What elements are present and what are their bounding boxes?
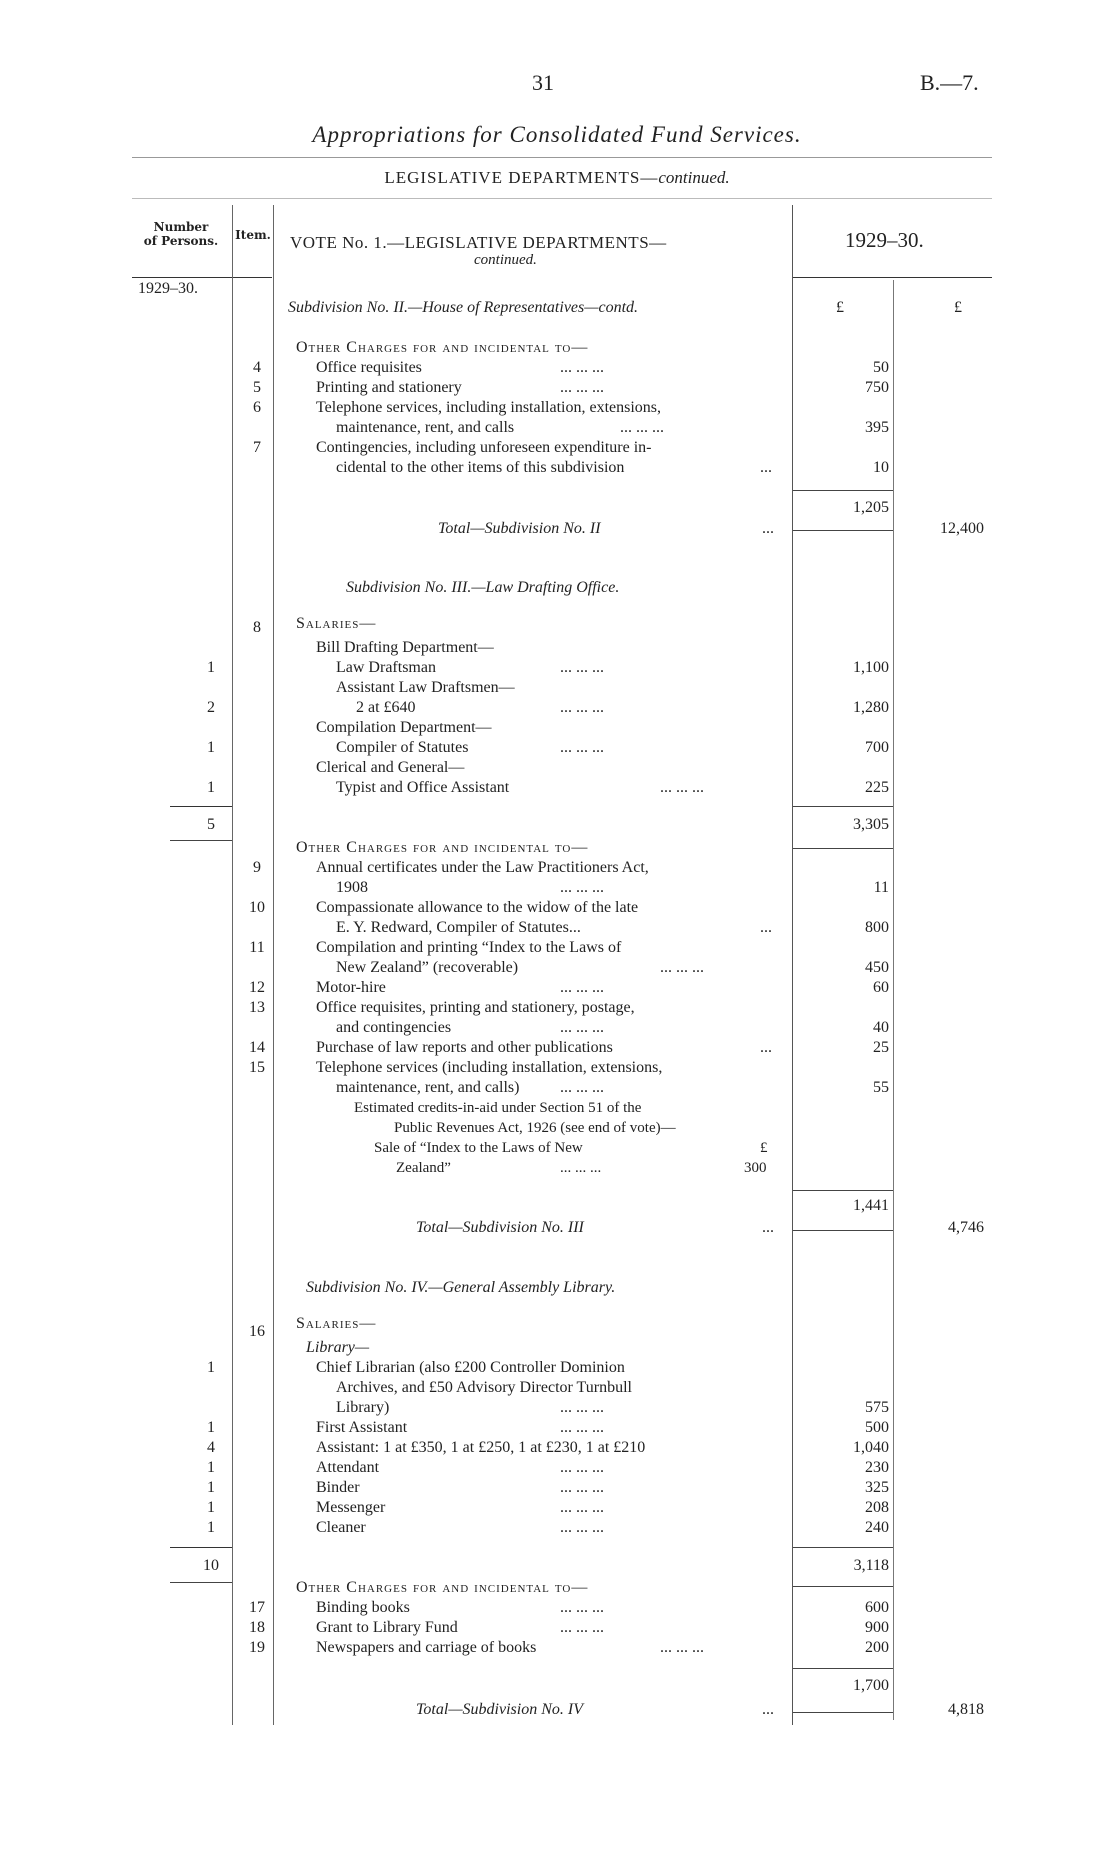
sub2-heading: Subdivision No. II.—House of Representatives—contd. [288, 299, 639, 316]
amount: 60 [873, 979, 889, 996]
line-text: Law Draftsman [336, 659, 436, 676]
sub3-total: 4,746 [948, 1219, 984, 1236]
line-text: Compilation Department— [316, 719, 492, 736]
line-text: Printing and stationery [316, 379, 462, 396]
item-number: 5 [253, 379, 261, 396]
amount: 40 [873, 1019, 889, 1036]
leader-dots: ... ... ... [660, 1639, 704, 1656]
item-number: 14 [249, 1039, 265, 1056]
item-number: 19 [249, 1639, 265, 1656]
item-number: 6 [253, 399, 261, 416]
subtotal-rule [793, 1668, 893, 1669]
line-text: Compiler of Statutes [336, 739, 469, 756]
total-rule [793, 1230, 893, 1231]
line-text: New Zealand” (recoverable) [336, 959, 519, 976]
amount: 395 [865, 419, 889, 436]
sub2-subtotal: 1,205 [853, 499, 889, 516]
line-text: Bill Drafting Department— [316, 639, 494, 656]
leader-dots: ... ... ... [660, 959, 704, 976]
sub3-salaries: Salaries— [296, 615, 377, 632]
item-number: 9 [253, 859, 261, 876]
item-number: 13 [249, 999, 265, 1016]
credits-line: Zealand” [396, 1160, 451, 1176]
leader-dots: ... ... ... [560, 699, 604, 716]
amount: 10 [873, 459, 889, 476]
line-text: Office requisites [316, 359, 422, 376]
line-text: Binder [316, 1479, 360, 1496]
item-number: 18 [249, 1619, 265, 1636]
persons-column-header: Number of Persons. [143, 220, 219, 248]
sub2-other-charges: Other Charges for and incidental to— [296, 339, 589, 356]
leader-dots: ... ... ... [560, 1459, 604, 1476]
sub3-other-charges: Other Charges for and incidental to— [296, 839, 589, 856]
subtotal-rule [793, 848, 893, 849]
subtotal-rule [793, 1586, 893, 1587]
persons-count: 1 [207, 1519, 215, 1536]
leader-dots: ... [760, 459, 772, 476]
amount: 25 [873, 1039, 889, 1056]
line-text: Annual certificates under the Law Practitioners Act, [316, 859, 649, 876]
line-text: First Assistant [316, 1419, 408, 1436]
sub4-total-label: Total—Subdivision No. IV [416, 1701, 583, 1718]
page-title: Appropriations for Consolidated Fund Services. [312, 122, 802, 147]
amount: 225 [865, 779, 889, 796]
line-text: maintenance, rent, and calls) [336, 1079, 520, 1096]
credits-pound: £ [760, 1140, 768, 1156]
line-text: 2 at £640 [356, 699, 416, 716]
leader-dots: ... [760, 919, 772, 936]
leader-dots: ... ... ... [560, 359, 604, 376]
line-text: Chief Librarian (also £200 Controller Dominion [316, 1359, 625, 1376]
leader-dots: ... ... ... [560, 1399, 604, 1416]
persons-count: 4 [207, 1439, 215, 1456]
leader-dots: ... ... ... [560, 1419, 604, 1436]
item-number: 7 [253, 439, 261, 456]
line-text: Newspapers and carriage of books [316, 1639, 537, 1656]
item-number: 15 [249, 1059, 265, 1076]
sub3-persons-total: 5 [207, 816, 215, 833]
item-number: 16 [249, 1323, 265, 1340]
line-text: Assistant Law Draftsmen— [336, 679, 515, 696]
line-text: Typist and Office Assistant [336, 779, 510, 796]
persons-year: 1929–30. [138, 280, 198, 297]
leader-dots: ... ... ... [560, 739, 604, 756]
subtotal-rule [793, 490, 893, 491]
leader-dots: ... ... ... [560, 1499, 604, 1516]
line-text: Cleaner [316, 1519, 366, 1536]
leader-dots: ... ... ... [560, 379, 604, 396]
line-text: 1908 [336, 879, 368, 896]
pound-sign: £ [954, 299, 962, 316]
leader-dots: ... ... ... [660, 779, 704, 796]
leader-dots: ... ... ... [620, 419, 664, 436]
line-text: Messenger [316, 1499, 386, 1516]
total-rule [793, 530, 893, 531]
persons-count: 1 [207, 739, 215, 756]
item-number: 12 [249, 979, 265, 996]
subtitle-rule [132, 198, 992, 199]
persons-total-rule [170, 806, 232, 807]
subtotal-column-rule [893, 280, 894, 1720]
amount-column-rule [792, 205, 793, 1725]
sub3-subtotal: 1,441 [853, 1197, 889, 1214]
persons-count: 1 [207, 1459, 215, 1476]
line-text: cidental to the other items of this subdivision [336, 459, 625, 476]
line-text: and contingencies [336, 1019, 452, 1036]
vote-title: VOTE No. 1.—LEGISLATIVE DEPARTMENTS— [290, 233, 667, 252]
amount: 1,280 [853, 699, 889, 716]
persons-count: 1 [207, 779, 215, 796]
persons-total-rule [170, 840, 232, 841]
item-number: 4 [253, 359, 261, 376]
line-text: Clerical and General— [316, 759, 465, 776]
total-rule [793, 1712, 893, 1713]
leader-dots: ... ... ... [560, 979, 604, 996]
credits-line: Estimated credits-in-aid under Section 51 of the [354, 1100, 642, 1116]
leader-dots: ... [760, 1039, 772, 1056]
sub4-salaries: Salaries— [296, 1315, 377, 1332]
amount: 575 [865, 1399, 889, 1416]
line-text: Grant to Library Fund [316, 1619, 458, 1636]
line-text: E. Y. Redward, Compiler of Statutes... [336, 919, 581, 936]
leader-dots: ... [762, 1701, 774, 1718]
leader-dots: ... ... ... [560, 1519, 604, 1536]
line-text: Assistant: 1 at £350, 1 at £250, 1 at £230, 1 at £210 [316, 1439, 646, 1456]
sub4-subtotal: 1,700 [853, 1677, 889, 1694]
amount: 55 [873, 1079, 889, 1096]
subtotal-rule [793, 806, 893, 807]
item-column-rule [273, 205, 274, 1725]
line-text: maintenance, rent, and calls [336, 419, 515, 436]
item-number: 8 [253, 619, 261, 636]
persons-count: 1 [207, 659, 215, 676]
title-rule [132, 157, 992, 158]
persons-count: 1 [207, 1499, 215, 1516]
leader-dots: ... [762, 520, 774, 537]
amount: 50 [873, 359, 889, 376]
sub4-total: 4,818 [948, 1701, 984, 1718]
subtotal-rule [793, 1190, 893, 1191]
leader-dots: ... [762, 1219, 774, 1236]
page-number: 31 [532, 70, 554, 95]
sub3-heading: Subdivision No. III.—Law Drafting Office. [346, 579, 620, 596]
amount: 1,040 [853, 1439, 889, 1456]
amount: 600 [865, 1599, 889, 1616]
amount: 11 [873, 879, 889, 896]
leader-dots: ... ... ... [560, 1599, 604, 1616]
credits-line: Sale of “Index to the Laws of New [374, 1140, 583, 1156]
sub4-heading: Subdivision No. IV.—General Assembly Library. [306, 1279, 616, 1296]
persons-total-rule [170, 1582, 232, 1583]
line-text: Purchase of law reports and other publications [316, 1039, 613, 1056]
line-text: Motor-hire [316, 979, 386, 996]
persons-count: 2 [207, 699, 215, 716]
sub4-other-charges: Other Charges for and incidental to— [296, 1579, 589, 1596]
vote-continued: continued. [474, 252, 537, 268]
leader-dots: ... ... ... [560, 1619, 604, 1636]
amount: 325 [865, 1479, 889, 1496]
amount: 900 [865, 1619, 889, 1636]
persons-count: 1 [207, 1419, 215, 1436]
sub3-salaries-total: 3,305 [853, 816, 889, 833]
sub2-total: 12,400 [940, 520, 984, 537]
pound-sign: £ [836, 299, 844, 316]
leader-dots: ... ... ... [560, 879, 604, 896]
subtotal-rule [793, 1547, 893, 1548]
line-text: Compilation and printing “Index to the Laws of [316, 939, 622, 956]
amount: 208 [865, 1499, 889, 1516]
amount: 200 [865, 1639, 889, 1656]
item-number: 17 [249, 1599, 265, 1616]
leader-dots: ... ... ... [560, 1479, 604, 1496]
persons-count: 1 [207, 1479, 215, 1496]
amount: 500 [865, 1419, 889, 1436]
leader-dots: ... ... ... [560, 1160, 602, 1176]
header-rule-right [792, 277, 992, 278]
credits-line: Public Revenues Act, 1926 (see end of vote)— [394, 1120, 676, 1136]
amount: 1,100 [853, 659, 889, 676]
line-text: Compassionate allowance to the widow of the late [316, 899, 639, 916]
item-number: 10 [249, 899, 265, 916]
line-text: Telephone services (including installation, extensions, [316, 1059, 663, 1076]
amount: 240 [865, 1519, 889, 1536]
amount: 750 [865, 379, 889, 396]
line-text: Contingencies, including unforeseen expenditure in- [316, 439, 652, 456]
persons-total-rule [170, 1547, 232, 1548]
amount: 800 [865, 919, 889, 936]
library-label: Library— [306, 1339, 370, 1356]
leader-dots: ... ... ... [560, 659, 604, 676]
leader-dots: ... ... ... [560, 1019, 604, 1036]
amount: 700 [865, 739, 889, 756]
sub4-persons-total: 10 [203, 1557, 219, 1574]
persons-count: 1 [207, 1359, 215, 1376]
amount: 230 [865, 1459, 889, 1476]
line-text: Library) [336, 1399, 390, 1416]
year-header: 1929–30. [845, 228, 924, 252]
header-rule-left [132, 277, 272, 278]
line-text: Attendant [316, 1459, 380, 1476]
line-text: Binding books [316, 1599, 410, 1616]
line-text: Archives, and £50 Advisory Director Turnbull [336, 1379, 632, 1396]
sub2-total-label: Total—Subdivision No. II [438, 520, 601, 537]
sub3-total-label: Total—Subdivision No. III [416, 1219, 584, 1236]
item-column-header: Item. [235, 228, 271, 242]
item-number: 11 [249, 939, 265, 956]
line-text: Office requisites, printing and stationery, postage, [316, 999, 635, 1016]
persons-column-rule [232, 205, 233, 1725]
document-reference: B.—7. [920, 70, 979, 95]
amount: 450 [865, 959, 889, 976]
leader-dots: ... ... ... [560, 1079, 604, 1096]
line-text: Telephone services, including installation, extensions, [316, 399, 662, 416]
sub4-salaries-total: 3,118 [853, 1557, 889, 1574]
page-subtitle: LEGISLATIVE DEPARTMENTS—continued. [384, 168, 730, 187]
credits-amount: 300 [744, 1160, 767, 1176]
